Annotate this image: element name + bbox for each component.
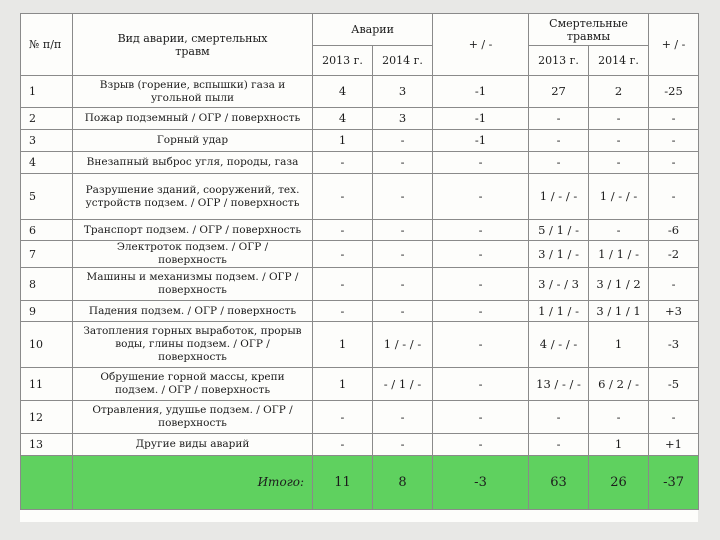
row-accident-type: Другие виды аварий: [73, 434, 313, 456]
table-row: [21, 174, 699, 220]
cell-fatal-diff: -2: [649, 241, 699, 268]
cell-accidents-2014: -: [373, 220, 433, 241]
table-row: [21, 401, 699, 434]
header-num: № п/п: [21, 14, 73, 76]
row-number: 9: [21, 301, 73, 322]
cell-accidents-2014: 3: [373, 76, 433, 108]
cell-fatal-diff: +3: [649, 301, 699, 322]
cell-fatal-diff: -6: [649, 220, 699, 241]
row-number: 12: [21, 401, 73, 434]
row-number: 10: [21, 322, 73, 368]
row-accident-type: Взрыв (горение, вспышки) газа и угольной пыли: [73, 76, 313, 108]
cell-accidents-diff: -1: [433, 108, 529, 130]
cell-accidents-2013: -: [313, 241, 373, 268]
cell-fatal-2014: -: [589, 401, 649, 434]
cell-accidents-diff: -: [433, 152, 529, 174]
cell-accidents-2013: -: [313, 434, 373, 456]
row-number: 3: [21, 130, 73, 152]
cell-accidents-2014: - / 1 / -: [373, 368, 433, 401]
cell-fatal-2013: -: [529, 108, 589, 130]
row-number: 1: [21, 76, 73, 108]
cell-fatal-2014: 3 / 1 / 2: [589, 268, 649, 301]
cell-accidents-diff: -: [433, 401, 529, 434]
table-row: [21, 108, 699, 130]
cell-fatal-2013: -: [529, 130, 589, 152]
cell-fatal-2014: -: [589, 108, 649, 130]
total-row: [21, 456, 699, 510]
cell-fatal-2014: 1: [589, 434, 649, 456]
header-accidents: Аварии: [313, 14, 433, 46]
cell-accidents-2014: -: [373, 268, 433, 301]
cell-fatal-2014: 2: [589, 76, 649, 108]
cell-fatal-diff: -: [649, 268, 699, 301]
row-number: 4: [21, 152, 73, 174]
total-accidents-diff: -3: [433, 456, 529, 510]
total-accidents-2014: 8: [373, 456, 433, 510]
cell-fatal-2014: 3 / 1 / 1: [589, 301, 649, 322]
cell-fatal-2013: -: [529, 434, 589, 456]
row-number: 8: [21, 268, 73, 301]
accidents-table: [20, 13, 699, 510]
row-accident-type: Машины и механизмы подзем. / ОГР / поверхность: [73, 268, 313, 301]
header-2014-fatal: 2014 г.: [589, 46, 649, 76]
table-row: [21, 434, 699, 456]
total-accidents-2013: 11: [313, 456, 373, 510]
cell-fatal-2013: 27: [529, 76, 589, 108]
row-accident-type: Пожар подземный / ОГР / поверхность: [73, 108, 313, 130]
table-row: [21, 76, 699, 108]
cell-fatal-2013: -: [529, 152, 589, 174]
cell-accidents-diff: -: [433, 241, 529, 268]
cell-accidents-2014: -: [373, 401, 433, 434]
cell-accidents-2013: -: [313, 152, 373, 174]
cell-accidents-2014: -: [373, 130, 433, 152]
cell-fatal-2013: 5 / 1 / -: [529, 220, 589, 241]
row-accident-type: Транспорт подзем. / ОГР / поверхность: [73, 220, 313, 241]
table-row: [21, 322, 699, 368]
cell-accidents-diff: -: [433, 268, 529, 301]
row-accident-type: Электроток подзем. / ОГР / поверхность: [73, 241, 313, 268]
row-accident-type: Затопления горных выработок, прорыв воды, глины подзем. / ОГР / поверхность: [73, 322, 313, 368]
row-number: 11: [21, 368, 73, 401]
cell-accidents-diff: -: [433, 322, 529, 368]
cell-accidents-diff: -: [433, 220, 529, 241]
cell-accidents-diff: -: [433, 368, 529, 401]
header-fatal: Смертельные травмы: [529, 14, 649, 46]
table-row: [21, 368, 699, 401]
cell-fatal-2014: 6 / 2 / -: [589, 368, 649, 401]
header-2014-accidents: 2014 г.: [373, 46, 433, 76]
cell-fatal-diff: -3: [649, 322, 699, 368]
cell-fatal-diff: -: [649, 130, 699, 152]
cell-accidents-2013: -: [313, 268, 373, 301]
cell-fatal-diff: -: [649, 108, 699, 130]
row-accident-type: Обрушение горной массы, крепи подзем. / ОГР / поверхность: [73, 368, 313, 401]
table-row: [21, 130, 699, 152]
cell-fatal-2013: 1 / - / -: [529, 174, 589, 220]
cell-accidents-2014: -: [373, 241, 433, 268]
cell-accidents-2013: -: [313, 301, 373, 322]
cell-accidents-2014: -: [373, 301, 433, 322]
cell-fatal-2014: 1: [589, 322, 649, 368]
total-fatal-2014: 26: [589, 456, 649, 510]
cell-fatal-diff: -: [649, 174, 699, 220]
cell-fatal-diff: -: [649, 152, 699, 174]
cell-fatal-diff: +1: [649, 434, 699, 456]
row-accident-type: Отравления, удушье подзем. / ОГР / поверхность: [73, 401, 313, 434]
cell-accidents-2013: 4: [313, 76, 373, 108]
header-2013-fatal: 2013 г.: [529, 46, 589, 76]
cell-accidents-2014: -: [373, 434, 433, 456]
header-diff-fatal: + / -: [649, 14, 699, 76]
row-number: 5: [21, 174, 73, 220]
table-row: [21, 241, 699, 268]
cell-fatal-2013: -: [529, 401, 589, 434]
cell-accidents-2013: -: [313, 401, 373, 434]
row-accident-type: Внезапный выброс угля, породы, газа: [73, 152, 313, 174]
row-accident-type: Падения подзем. / ОГР / поверхность: [73, 301, 313, 322]
cell-accidents-2014: 1 / - / -: [373, 322, 433, 368]
total-label: Итого:: [73, 456, 313, 510]
row-accident-type: Горный удар: [73, 130, 313, 152]
cell-fatal-2013: 3 / 1 / -: [529, 241, 589, 268]
cell-fatal-2014: -: [589, 220, 649, 241]
cell-fatal-2014: -: [589, 152, 649, 174]
table-row: [21, 301, 699, 322]
cell-fatal-2014: -: [589, 130, 649, 152]
total-fatal-diff: -37: [649, 456, 699, 510]
cell-accidents-2013: 1: [313, 368, 373, 401]
row-number: 6: [21, 220, 73, 241]
total-blank: [21, 456, 73, 510]
cell-accidents-diff: -: [433, 434, 529, 456]
header-type: Вид аварии, смертельных травм: [73, 14, 313, 76]
header-diff-accidents: + / -: [433, 14, 529, 76]
cell-accidents-2013: 4: [313, 108, 373, 130]
row-number: 7: [21, 241, 73, 268]
total-fatal-2013: 63: [529, 456, 589, 510]
cell-accidents-diff: -1: [433, 130, 529, 152]
cell-fatal-2013: 13 / - / -: [529, 368, 589, 401]
row-number: 2: [21, 108, 73, 130]
row-accident-type: Разрушение зданий, сооружений, тех. устройств подзем. / ОГР / поверхность: [73, 174, 313, 220]
cell-accidents-2013: 1: [313, 322, 373, 368]
row-number: 13: [21, 434, 73, 456]
cell-accidents-diff: -: [433, 174, 529, 220]
header-2013-accidents: 2013 г.: [313, 46, 373, 76]
cell-fatal-2013: 3 / - / 3: [529, 268, 589, 301]
table-row: [21, 152, 699, 174]
cell-fatal-2013: 1 / 1 / -: [529, 301, 589, 322]
cell-accidents-2014: -: [373, 152, 433, 174]
cell-fatal-2014: 1 / 1 / -: [589, 241, 649, 268]
cell-accidents-2013: -: [313, 220, 373, 241]
table-row: [21, 220, 699, 241]
cell-accidents-2013: -: [313, 174, 373, 220]
cell-fatal-diff: -5: [649, 368, 699, 401]
cell-fatal-diff: -25: [649, 76, 699, 108]
cell-accidents-diff: -: [433, 301, 529, 322]
cell-accidents-2014: -: [373, 174, 433, 220]
cell-accidents-2013: 1: [313, 130, 373, 152]
cell-fatal-diff: -: [649, 401, 699, 434]
cell-accidents-diff: -1: [433, 76, 529, 108]
cell-fatal-2013: 4 / - / -: [529, 322, 589, 368]
table-row: [21, 268, 699, 301]
cell-accidents-2014: 3: [373, 108, 433, 130]
cell-fatal-2014: 1 / - / -: [589, 174, 649, 220]
